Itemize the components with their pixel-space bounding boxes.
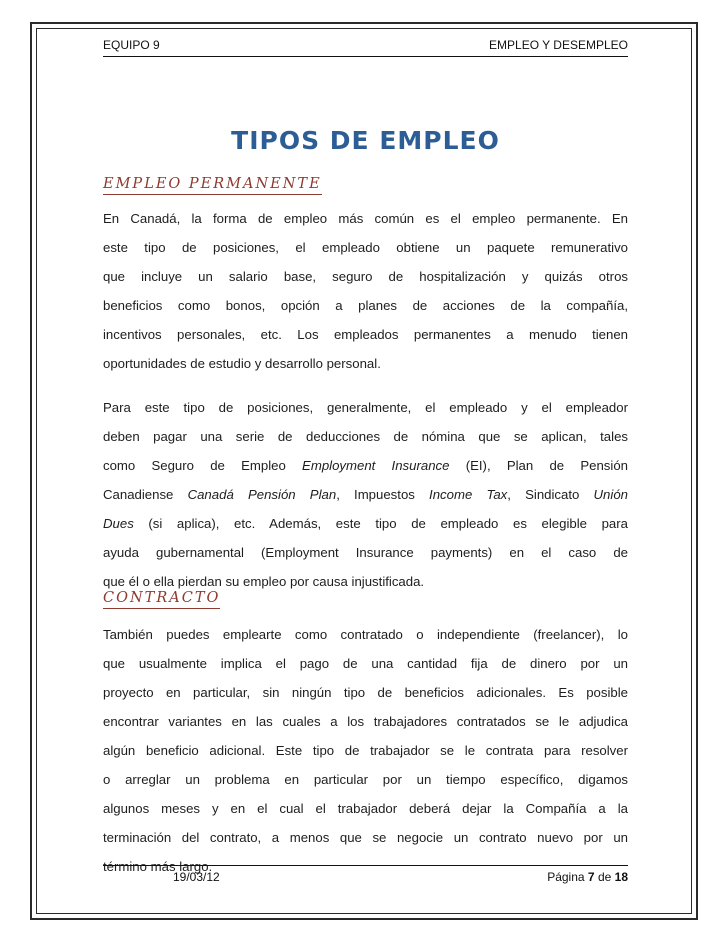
text-line: oportunidades de estudio y desarrollo personal. <box>103 356 381 371</box>
page-header <box>103 38 628 57</box>
text-italic: Unión <box>593 487 628 502</box>
paragraph-deducciones <box>103 393 628 596</box>
text-line: incentivos personales, etc. Los empleados permanentes a menudo tienen <box>103 327 628 342</box>
text-line <box>103 509 628 538</box>
total-pages: 18 <box>614 870 628 884</box>
text-line: algún beneficio adicional. Este tipo de trabajador se le contrata para resolver <box>103 743 628 758</box>
text-line: deben pagar una serie de deducciones de nómina que se aplican, tales <box>103 429 628 444</box>
text-line: este tipo de posiciones, el empleado obtiene un paquete remunerativo <box>103 240 628 255</box>
text-italic: Dues <box>103 516 134 531</box>
text-italic: Employment Insurance <box>302 458 450 473</box>
text-line: término más largo. <box>103 859 213 874</box>
text-run: (EI), Plan de Pensión <box>449 458 628 473</box>
text-line: Para este tipo de posiciones, generalmente, el empleado y el empleador <box>103 400 628 415</box>
text-run: Canadiense <box>103 487 188 502</box>
text-italic: Income Tax <box>429 487 508 502</box>
section-heading-permanente: EMPLEO PERMANENTE <box>103 176 322 195</box>
of-label: de <box>597 870 612 884</box>
text-italic: Canadá Pensión Plan <box>187 487 337 502</box>
text-line: encontrar variantes en las cuales a los trabajadores contratados se le adjudica <box>103 714 628 729</box>
section-heading-contracto: CONTRACTO <box>103 590 220 609</box>
text-line: beneficios como bonos, opción a planes de acciones de la compañía, <box>103 298 628 313</box>
text-run: , Sindicato <box>507 487 594 502</box>
text-line: o arreglar un problema en particular por un tiempo específico, digamos <box>103 772 628 787</box>
current-page: 7 <box>587 870 595 884</box>
header-right: EMPLEO Y DESEMPLEO <box>489 38 628 52</box>
text-line: En Canadá, la forma de empleo más común es el empleo permanente. En <box>103 211 628 226</box>
text-run: , Impuestos <box>336 487 430 502</box>
paragraph-permanente <box>103 204 628 378</box>
text-line: ayuda gubernamental (Employment Insurance payments) en el caso de <box>103 545 628 560</box>
text-run: (si aplica), etc. Además, este tipo de empleado es elegible para <box>133 516 628 531</box>
text-line <box>103 451 628 480</box>
text-run: como Seguro de Empleo <box>103 458 303 473</box>
text-line: que usualmente implica el pago de una cantidad fija de dinero por un <box>103 656 628 671</box>
text-line: que incluye un salario base, seguro de hospitalización y quizás otros <box>103 269 628 284</box>
paragraph-contracto <box>103 620 628 881</box>
header-left: EQUIPO 9 <box>103 38 160 52</box>
text-line: algunos meses y en el cual el trabajador deberá dejar la Compañía a la <box>103 801 628 816</box>
text-line <box>103 480 628 509</box>
page-number <box>547 870 628 884</box>
page-title: TIPOS DE EMPLEO <box>231 126 500 155</box>
footer-date: 19/03/12 <box>173 870 220 884</box>
page-label: Página <box>547 870 585 884</box>
text-line: que él o ella pierdan su empleo por causa injustificada. <box>103 574 425 589</box>
text-line: proyecto en particular, sin ningún tipo de beneficios adicionales. Es posible <box>103 685 628 700</box>
text-line: terminación del contrato, a menos que se negocie un contrato nuevo por un <box>103 830 628 845</box>
text-line: También puedes emplearte como contratado o independiente (freelancer), lo <box>103 627 628 642</box>
